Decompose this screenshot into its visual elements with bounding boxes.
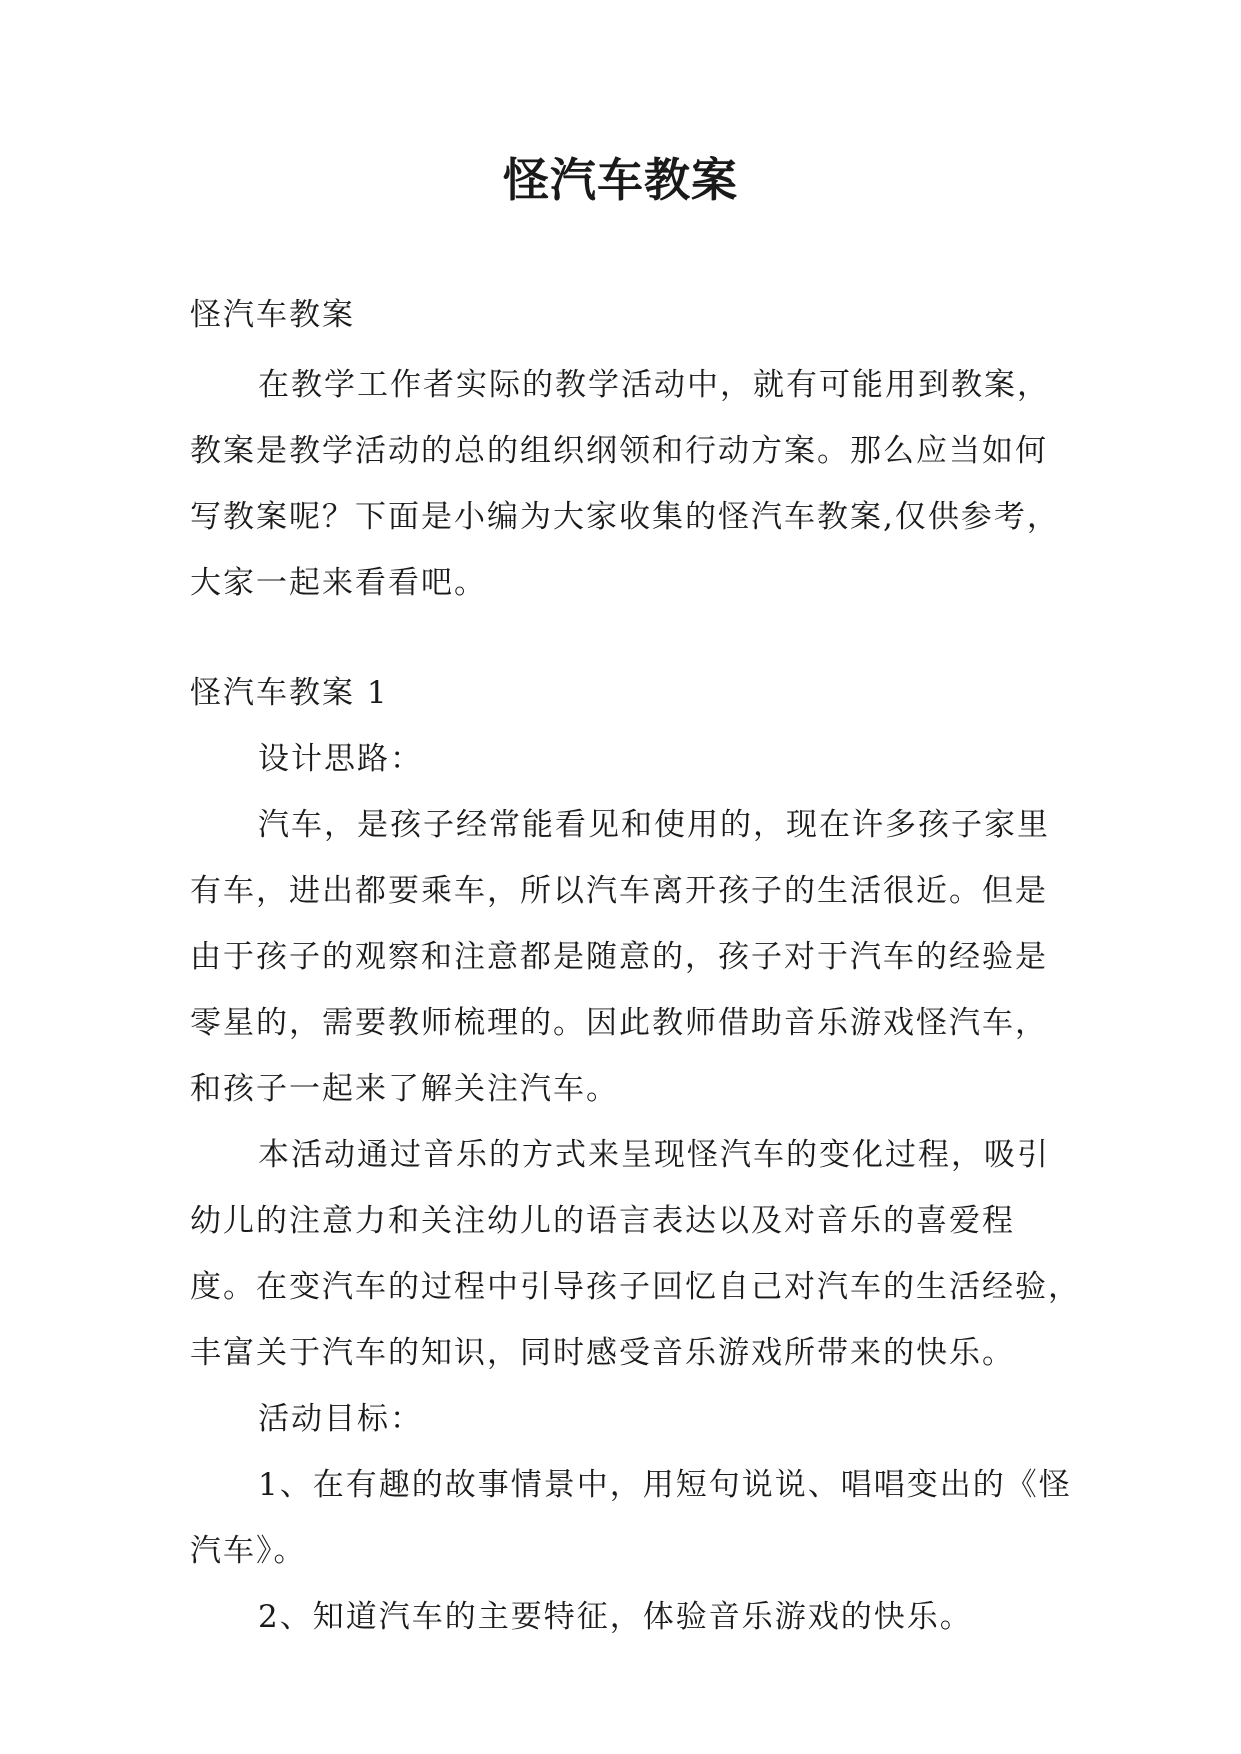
para2-line-2: 幼儿的注意力和关注幼儿的语言表达以及对音乐的喜爱程 — [190, 1203, 1015, 1239]
para2-line-4: 丰富关于汽车的知识，同时感受音乐游戏所带来的快乐。 — [190, 1335, 1015, 1371]
goals-heading: 活动目标： — [258, 1401, 423, 1437]
para2-line-3: 度。在变汽车的过程中引导孩子回忆自己对汽车的生活经验， — [190, 1269, 1081, 1305]
goal1-line-2: 汽车》。 — [190, 1533, 307, 1569]
para1-line-1: 汽车，是孩子经常能看见和使用的，现在许多孩子家里 — [258, 807, 1050, 843]
intro-line-3: 写教案呢？下面是小编为大家收集的怪汽车教案,仅供参考， — [190, 499, 1060, 535]
para1-line-5: 和孩子一起来了解关注汽车。 — [190, 1071, 619, 1107]
para1-line-2: 有车，进出都要乘车，所以汽车离开孩子的生活很近。但是 — [190, 873, 1048, 909]
design-heading: 设计思路： — [258, 741, 423, 777]
para1-line-3: 由于孩子的观察和注意都是随意的，孩子对于汽车的经验是 — [190, 939, 1048, 975]
document-subtitle: 怪汽车教案 — [190, 297, 355, 333]
intro-line-1: 在教学工作者实际的教学活动中，就有可能用到教案， — [258, 367, 1050, 403]
intro-line-2: 教案是教学活动的总的组织纲领和行动方案。那么应当如何 — [190, 433, 1048, 469]
intro-line-4: 大家一起来看看吧。 — [190, 565, 487, 601]
section-heading: 怪汽车教案 1 — [190, 675, 389, 711]
document-title: 怪汽车教案 — [503, 153, 738, 207]
para1-line-4: 零星的，需要教师梳理的。因此教师借助音乐游戏怪汽车， — [190, 1005, 1048, 1041]
goal2-line-1: 2、知道汽车的主要特征，体验音乐游戏的快乐。 — [258, 1599, 973, 1635]
goal1-line-1: 1、在有趣的故事情景中，用短句说说、唱唱变出的《怪 — [258, 1467, 1072, 1503]
para2-line-1: 本活动通过音乐的方式来呈现怪汽车的变化过程，吸引 — [258, 1137, 1050, 1173]
